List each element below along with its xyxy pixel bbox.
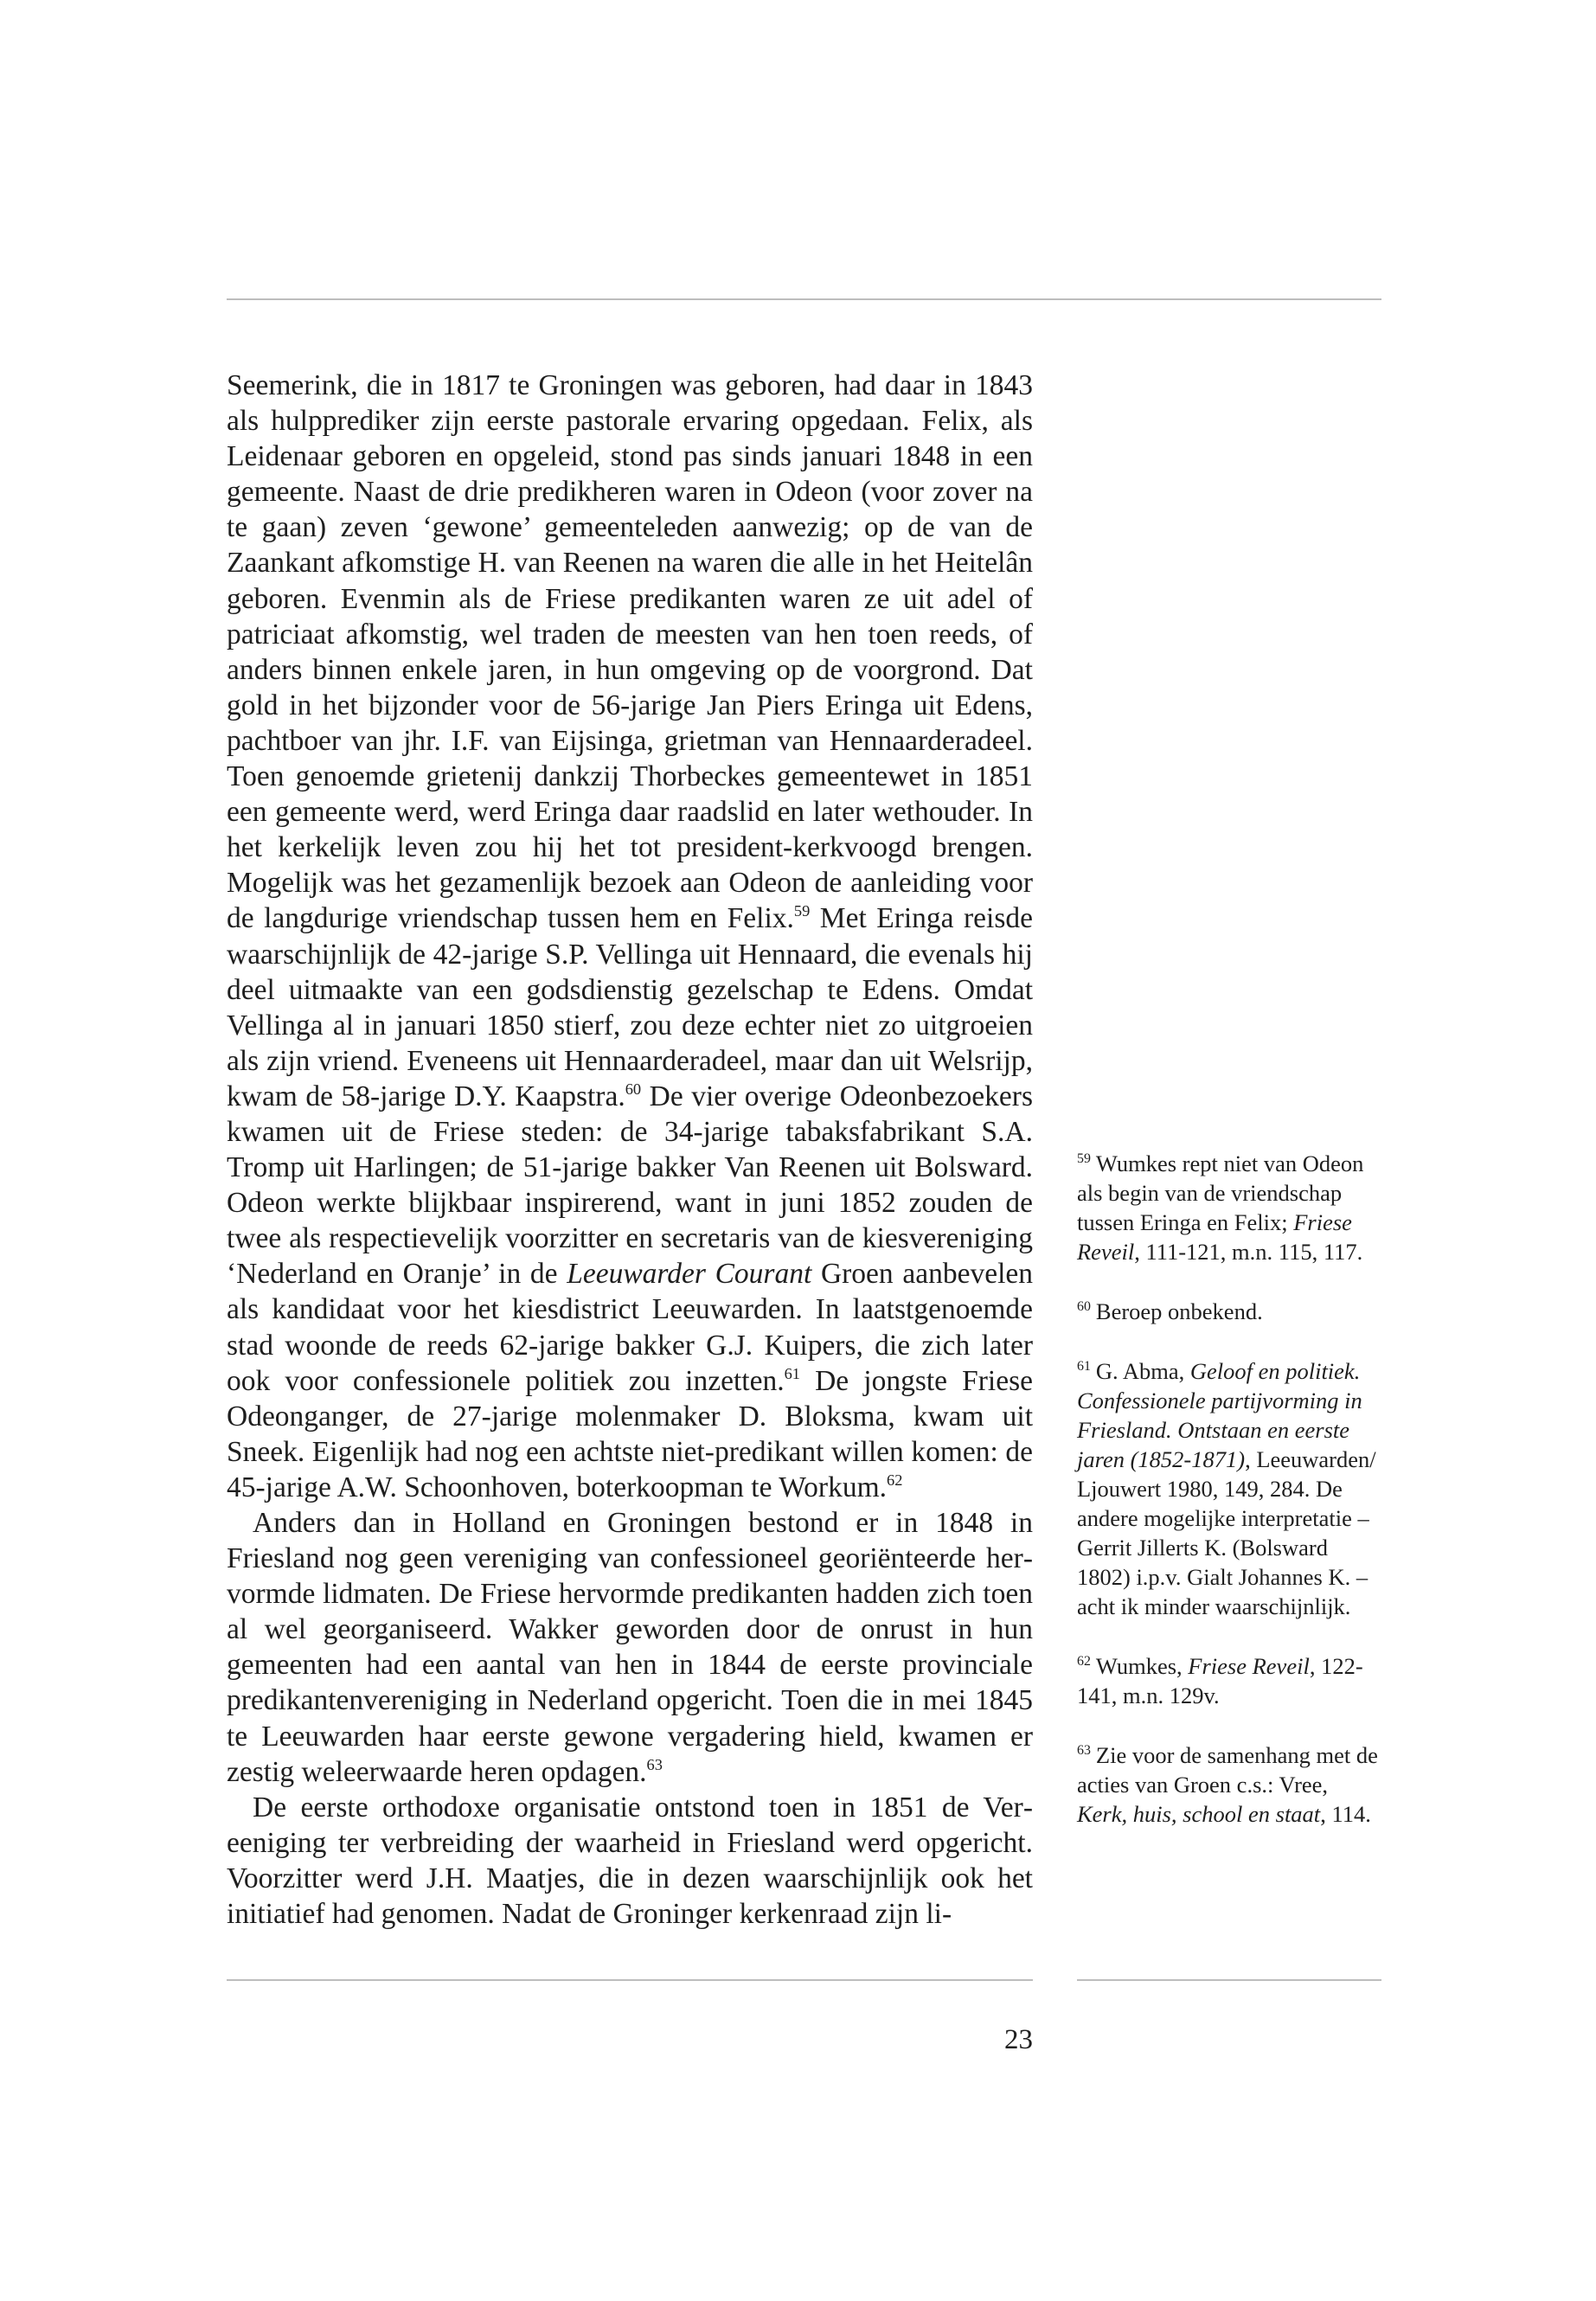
footnote-number: 60	[1077, 1299, 1091, 1315]
paragraph-1	[227, 368, 1033, 1505]
footnote-ref-59[interactable]: 59	[793, 902, 811, 920]
footnote-text: Wumkes,	[1095, 1653, 1189, 1679]
footnote-60	[1077, 1297, 1381, 1326]
footnote-text: , Leeuwarden/ Ljouwert 1980, 149, 284. De andere mogelijke interpretatie – Gerrit Jillerts K. (Bolsward 1802) i.p.v. Gialt Johannes K. – acht ik minder waarschijnlijk.	[1077, 1446, 1376, 1619]
footnote-italic: Kerk, huis, school en staat	[1077, 1801, 1321, 1827]
footnote-ref-60[interactable]: 60	[625, 1080, 642, 1098]
text: De eerste orthodoxe organisatie ontstond toen in 1851 de Vereeniging ter verbreiding der waarheid in Friesland werd opgericht. Voorzitter werd J.H. Maatjes, die in dezen waarschijnlijk ook het initiatief had genomen. Nadat de Groninger kerkenraad zijn li-	[227, 1791, 1033, 1931]
text: De vier overige Odeonbezoekers kwamen uit de Friese steden: de 34-jarige tabaksfabrikant S.A. Tromp uit Harlingen; de 51-jarige bakker Van Reenen uit Bolsward. Odeon werkte blijkbaar inspirerend, want in juni 1852 zouden de twee als respectievelijk voorzitter en secretaris van de kiesvereniging ‘Nederland en Oranje’ in de	[227, 1080, 1033, 1291]
footnote-text: Zie voor de samenhang met de acties van Groen c.s.: Vree,	[1077, 1742, 1378, 1798]
footnote-ref-61[interactable]: 61	[784, 1364, 800, 1382]
footnote-text: Beroep onbekend.	[1095, 1298, 1263, 1324]
paragraph-3	[227, 1790, 1033, 1932]
footnote-ref-62[interactable]: 62	[887, 1471, 903, 1490]
bottom-rule-notes	[1077, 1979, 1381, 1981]
text: Seemerink, die in 1817 te Groningen was geboren, had daar in 1843 als hulpprediker zijn eerste pastorale ervaring opgedaan. Felix, als Leidenaar geboren en opgeleid, stond pas sinds januari 1848 in een gemeente. Naast de drie predikheren waren in Odeon (voor zover na te gaan) zeven ‘gewone’ gemeenteleden aanwezig; op de van de Zaankant afkomstige H. van Reenen na waren die alle in het Heitelân geboren. Evenmin als de Friese predikanten waren ze uit adel of patriciaat afkomstig, wel traden de meesten van hen toen reeds, of anders binnen enkele jaren, in hun omgeving op de voorgrond. Dat gold in het bijzonder voor de 56-jarige Jan Piers Eringa uit Edens, pachtboer van jhr. I.F. van Eijsinga, grietman van Hennaarderadeel. Toen genoemde grietenij dankzij Thorbeckes gemeentewet in 1851 een gemeente werd, werd Eringa daar raadslid en later wethouder. In het kerkelijk leven zou hij het tot president-kerkvoogd brengen. Mogelijk was het gezamenlijk bezoek aan Odeon de aanleiding voor de langdurige vriendschap tussen hem en Felix.	[227, 369, 1033, 935]
main-text-column	[227, 368, 1033, 1932]
footnote-number: 62	[1077, 1654, 1091, 1670]
footnote-59	[1077, 1149, 1381, 1266]
bottom-rule-main	[227, 1979, 1033, 1981]
footnote-text: , 111-121, m.n. 115, 117.	[1134, 1239, 1363, 1265]
page-number: 23	[1004, 2024, 1033, 2055]
text: Anders dan in Holland en Groningen bestond er in 1848 in Friesland nog geen vereniging van confessioneel georiënteerde hervormde lidmaten. De Friese hervormde predikanten hadden zich toen al wel georganiseerd. Wakker geworden door de onrust in hun gemeenten had een aantal van hen in 1844 de eerste provinciale predikantenvereniging in Nederland opgericht. Toen die in mei 1845 te Leeuwarden haar eerste gewone vergadering hield, kwamen er zestig weleerwaarde heren opdagen.	[227, 1507, 1033, 1788]
italic-title: Leeuwarder Courant	[567, 1258, 812, 1291]
footnote-text: Wumkes rept niet van Odeon als begin van de vriendschap tussen Eringa en Felix;	[1077, 1150, 1364, 1235]
footnote-italic: Friese Reveil	[1077, 1209, 1352, 1265]
paragraph-2	[227, 1505, 1033, 1790]
footnote-number: 61	[1077, 1359, 1091, 1375]
footnote-ref-63[interactable]: 63	[646, 1755, 663, 1773]
footnote-text: , 122-141, m.n. 129v.	[1077, 1653, 1363, 1708]
text: Met Eringa reisde waarschijnlijk de 42-jarige S.P. Vellinga uit Hennaard, die evenals hij deel uitmaakte van een godsdienstig gezelschap te Edens. Omdat Vellinga al in januari 1850 stierf, zou deze echter niet zo uitgroeien als zijn vriend. Eveneens uit Hennaarderadeel, maar dan uit Welsrijp, kwam de 58-jarige D.Y. Kaapstra.	[227, 902, 1033, 1112]
text: De jongste Friese Odeonganger, de 27-jarige molenmaker D. Bloksma, kwam uit Sneek. Eigenlijk had nog een achtste niet-predikant willen komen: de 45-jarige A.W. Schoonhoven, boterkoopman te Workum.	[227, 1364, 1033, 1503]
footnote-text: , 114.	[1320, 1801, 1371, 1827]
text: Groen aanbevelen als kandidaat voor het kiesdistrict Leeuwarden. In laatstgenoemde stad woonde de reeds 62-jarige bakker G.J. Kuipers, die zich later ook voor confessionele politiek zou inzetten.	[227, 1258, 1034, 1397]
footnotes-column	[1077, 1149, 1381, 1859]
top-rule	[227, 298, 1381, 300]
footnote-62	[1077, 1651, 1381, 1710]
footnote-63	[1077, 1740, 1381, 1829]
footnote-italic: Friese Reveil	[1188, 1653, 1310, 1679]
footnote-text: G. Abma,	[1095, 1358, 1190, 1384]
footnote-italic: Geloof en politiek. Confessionele partijvorming in Friesland. Ontstaan en eerste jaren (1852-1871)	[1077, 1358, 1362, 1472]
footnote-number: 63	[1077, 1743, 1091, 1759]
footnote-number: 59	[1077, 1151, 1091, 1167]
footnote-61	[1077, 1356, 1381, 1621]
